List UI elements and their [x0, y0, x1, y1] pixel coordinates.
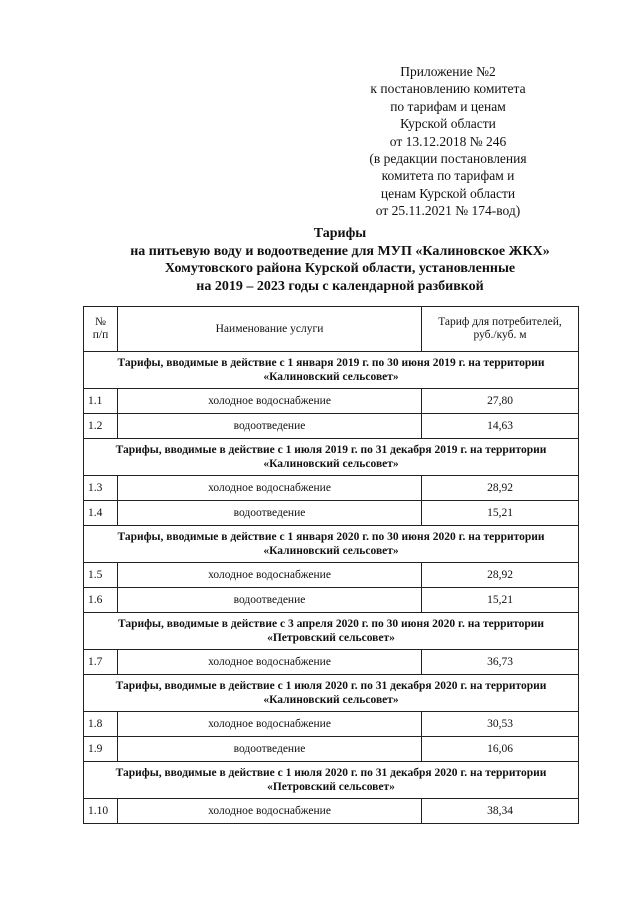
section-title-line: «Петровский сельсовет»	[267, 632, 395, 644]
row-tariff: 14,63	[422, 414, 579, 439]
section-title-line: Тарифы, вводимые в действие с 1 июля 2020 г. по 31 декабря 2020 г. на территории	[115, 767, 547, 779]
row-tariff: 28,92	[422, 476, 579, 501]
header-service-name: Наименование услуги	[118, 307, 422, 352]
row-tariff: 27,80	[422, 389, 579, 414]
table-row	[84, 588, 579, 613]
table-header-row	[84, 307, 579, 352]
row-service: водоотведение	[118, 414, 422, 439]
section-row	[84, 675, 579, 712]
section-title-line: «Калиновский сельсовет»	[263, 545, 399, 557]
row-number: 1.8	[84, 712, 118, 737]
appendix-line: Курской области	[400, 116, 496, 132]
section-row	[84, 762, 579, 799]
title-line: на 2019 – 2023 годы с календарной разбивкой	[196, 278, 484, 294]
appendix-line: ценам Курской области	[380, 185, 516, 201]
row-number: 1.10	[84, 799, 118, 824]
row-service: холодное водоснабжение	[118, 389, 422, 414]
section-title	[84, 526, 579, 563]
row-service: водоотведение	[118, 588, 422, 613]
row-number: 1.1	[84, 389, 118, 414]
row-service: водоотведение	[118, 501, 422, 526]
row-number: 1.6	[84, 588, 118, 613]
row-number: 1.7	[84, 650, 118, 675]
section-title	[84, 352, 579, 389]
row-tariff: 30,53	[422, 712, 579, 737]
row-tariff: 38,34	[422, 799, 579, 824]
title-line: Тарифы	[313, 226, 367, 241]
table-row	[84, 501, 579, 526]
row-tariff: 15,21	[422, 501, 579, 526]
table-row	[84, 389, 579, 414]
row-service: холодное водоснабжение	[118, 476, 422, 501]
appendix-line: к постановлению комитета	[370, 81, 526, 97]
appendix-line: Приложение №2	[400, 64, 496, 79]
section-title-line: Тарифы, вводимые в действие с 1 января 2020 г. по 30 июня 2020 г. на территории	[117, 531, 545, 543]
section-row	[84, 439, 579, 476]
document-title	[80, 225, 600, 295]
row-tariff: 28,92	[422, 563, 579, 588]
table-row	[84, 563, 579, 588]
title-line: Хомутовского района Курской области, установленные	[164, 261, 516, 276]
section-row	[84, 613, 579, 650]
row-number: 1.5	[84, 563, 118, 588]
table-row	[84, 476, 579, 501]
section-row	[84, 526, 579, 563]
table-row	[84, 712, 579, 737]
table-row	[84, 650, 579, 675]
row-service: водоотведение	[118, 737, 422, 762]
row-service: холодное водоснабжение	[118, 712, 422, 737]
title-line: на питьевую воду и водоотведение для МУП «Калиновское ЖКХ»	[130, 243, 550, 259]
row-number: 1.4	[84, 501, 118, 526]
section-title	[84, 613, 579, 650]
row-tariff: 36,73	[422, 650, 579, 675]
row-service: холодное водоснабжение	[118, 799, 422, 824]
appendix-line: по тарифам и ценам	[390, 98, 506, 114]
table-row	[84, 737, 579, 762]
section-title-line: Тарифы, вводимые в действие с 1 июля 2020 г. по 31 декабря 2020 г. на территории	[115, 680, 547, 692]
row-service: холодное водоснабжение	[118, 650, 422, 675]
header-number-line: п/п	[92, 329, 109, 341]
header-number-line: №	[95, 316, 106, 328]
section-title	[84, 762, 579, 799]
section-title-line: Тарифы, вводимые в действие с 1 января 2019 г. по 30 июня 2019 г. на территории	[117, 357, 545, 369]
appendix-line: (в редакции постановления	[369, 151, 527, 167]
header-tariff-line: Тариф для потребителей,	[438, 316, 562, 328]
header-tariff	[422, 307, 579, 352]
appendix-line: от 13.12.2018 № 246	[389, 133, 507, 149]
section-title-line: «Калиновский сельсовет»	[263, 371, 399, 383]
table-row	[84, 799, 579, 824]
appendix-note	[333, 63, 563, 220]
row-number: 1.3	[84, 476, 118, 501]
appendix-line: от 25.11.2021 № 174-вод)	[375, 203, 521, 219]
header-tariff-line: руб./куб. м	[473, 329, 527, 341]
row-tariff: 16,06	[422, 737, 579, 762]
table-row	[84, 414, 579, 439]
row-tariff: 15,21	[422, 588, 579, 613]
header-number	[84, 307, 118, 352]
section-title-line: Тарифы, вводимые в действие с 3 апреля 2020 г. по 30 июня 2020 г. на территории	[117, 618, 545, 630]
section-title-line: Тарифы, вводимые в действие с 1 июля 2019 г. по 31 декабря 2019 г. на территории	[115, 444, 547, 456]
row-number: 1.9	[84, 737, 118, 762]
section-title-line: «Петровский сельсовет»	[267, 781, 395, 793]
section-title	[84, 439, 579, 476]
section-row	[84, 352, 579, 389]
appendix-line: комитета по тарифам и	[381, 168, 515, 184]
row-number: 1.2	[84, 414, 118, 439]
row-service: холодное водоснабжение	[118, 563, 422, 588]
section-title	[84, 675, 579, 712]
section-title-line: «Калиновский сельсовет»	[263, 694, 399, 706]
section-title-line: «Калиновский сельсовет»	[263, 458, 399, 470]
tariff-table	[83, 306, 579, 824]
